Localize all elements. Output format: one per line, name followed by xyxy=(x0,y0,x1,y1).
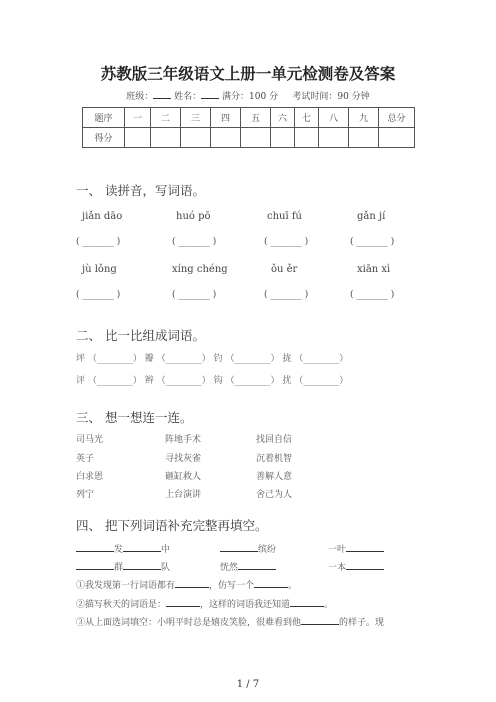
class-blank xyxy=(153,89,171,99)
answer-blank[interactable]: ( _______ ) xyxy=(350,237,395,247)
header-cell: 五 xyxy=(241,108,271,128)
idiom-fill xyxy=(76,542,170,555)
section-3-heading: 三、 想一想连一连。 xyxy=(76,410,193,425)
match-item[interactable]: 阵地手术 xyxy=(165,435,202,445)
header-cell: 六 xyxy=(271,108,295,128)
answer-blank[interactable]: （________） xyxy=(87,354,142,364)
char: 拢 xyxy=(282,354,292,364)
answer-blank[interactable]: ( _______ ) xyxy=(172,237,217,247)
header-cell: 八 xyxy=(319,108,349,128)
char: 扰 xyxy=(282,376,292,386)
score-cell[interactable] xyxy=(181,128,211,148)
score-cell[interactable] xyxy=(271,128,295,148)
header-cell: 总分 xyxy=(379,108,415,128)
word-pair-row xyxy=(76,373,348,386)
header-cell: 题序 xyxy=(83,108,125,128)
fill-blank[interactable] xyxy=(220,542,258,552)
match-item[interactable]: 上台演讲 xyxy=(165,490,202,500)
pinyin-item: xíng chéng xyxy=(172,264,228,275)
answer-blank[interactable]: （________） xyxy=(156,354,211,364)
match-item[interactable]: 舍己为人 xyxy=(256,490,293,500)
header-cell: 二 xyxy=(151,108,181,128)
idiom-fill xyxy=(220,542,276,555)
word-part: 发 xyxy=(114,545,124,555)
char: 钓 xyxy=(213,354,223,364)
name-blank xyxy=(201,89,219,99)
pinyin-item: ǒu ěr xyxy=(271,264,298,275)
word-pair-row xyxy=(76,351,348,364)
char: 瓣 xyxy=(144,354,154,364)
score-cell[interactable] xyxy=(319,128,349,148)
question-text: 。 xyxy=(324,600,334,610)
header-cell: 七 xyxy=(295,108,319,128)
score-cell[interactable] xyxy=(349,128,379,148)
answer-blank[interactable]: ( _______ ) xyxy=(172,290,217,300)
pinyin-item: jù lǒng xyxy=(82,264,117,275)
pinyin-item: gǎn jí xyxy=(357,211,386,222)
answer-blank[interactable]: ( _______ ) xyxy=(76,290,121,300)
answer-blank[interactable]: （________） xyxy=(225,376,280,386)
pinyin-item: jiǎn dāo xyxy=(82,211,123,222)
score-cell[interactable] xyxy=(211,128,241,148)
answer-blank[interactable]: （________） xyxy=(156,376,211,386)
match-item[interactable]: 列宁 xyxy=(76,490,95,500)
answer-blank[interactable]: ( _______ ) xyxy=(350,290,395,300)
question-text: ①我发现第一行词语都有 xyxy=(76,581,176,591)
class-label: 班级： xyxy=(126,92,154,102)
fill-blank[interactable] xyxy=(175,578,209,588)
word-part: 群 xyxy=(114,563,124,573)
fill-blank[interactable] xyxy=(346,560,384,570)
pinyin-item: huó pō xyxy=(176,211,211,222)
section-4-heading: 四、 把下列词语补充完整再填空。 xyxy=(76,518,268,533)
match-item[interactable]: 善解人意 xyxy=(256,472,293,482)
score-cell[interactable] xyxy=(241,128,271,148)
exam-info xyxy=(0,89,496,102)
score-table xyxy=(82,107,415,148)
fill-blank[interactable] xyxy=(254,578,288,588)
answer-blank[interactable]: （________） xyxy=(294,376,349,386)
page-number: 1 / 7 xyxy=(236,679,260,690)
question-text: ②描写秋天的词语是： xyxy=(76,600,167,610)
score-cell[interactable] xyxy=(125,128,151,148)
exam-time: 考试时间：90 分钟 xyxy=(292,92,370,102)
fill-blank[interactable] xyxy=(166,597,200,607)
idiom-fill xyxy=(76,560,170,573)
match-item[interactable]: 沉着机智 xyxy=(256,454,293,464)
answer-blank[interactable]: ( _______ ) xyxy=(264,237,309,247)
question-1 xyxy=(76,578,297,591)
fill-blank[interactable] xyxy=(76,542,114,552)
answer-blank[interactable]: ( _______ ) xyxy=(264,290,309,300)
char: 评 xyxy=(76,376,86,386)
fill-blank[interactable] xyxy=(238,560,276,570)
header-cell: 三 xyxy=(181,108,211,128)
match-item[interactable]: 司马光 xyxy=(76,435,104,445)
score-cell[interactable] xyxy=(295,128,319,148)
answer-blank[interactable]: （________） xyxy=(225,354,280,364)
word-part: 缤纷 xyxy=(258,545,277,555)
full-score: 满分：100 分 xyxy=(222,92,279,102)
question-text: 。 xyxy=(288,581,298,591)
question-text: ，这样的词语我还知道 xyxy=(200,600,291,610)
answer-blank[interactable]: （________） xyxy=(87,376,142,386)
header-cell: 四 xyxy=(211,108,241,128)
word-part: 队 xyxy=(161,563,171,573)
question-2 xyxy=(76,597,333,610)
match-item[interactable]: 砸缸救人 xyxy=(165,472,202,482)
page-title: 苏教版三年级语文上册一单元检测卷及答案 xyxy=(100,64,396,83)
match-item[interactable]: 英子 xyxy=(76,454,95,464)
char: 辫 xyxy=(144,376,154,386)
match-item[interactable]: 寻找灰雀 xyxy=(165,454,202,464)
name-label: 姓名： xyxy=(174,92,202,102)
word-part: 中 xyxy=(161,545,171,555)
section-2-heading: 二、 比一比组成词语。 xyxy=(76,328,205,343)
question-text: ，仿写一个 xyxy=(209,581,255,591)
match-item[interactable]: 白求恩 xyxy=(76,472,104,482)
pinyin-item: chuī fú xyxy=(267,211,302,222)
question-text: 的样子。现 xyxy=(339,618,385,628)
question-text: ③从上面选词填空：小明平时总是嬉皮笑脸，很难看到他 xyxy=(76,618,302,628)
score-cell[interactable] xyxy=(379,128,415,148)
fill-blank[interactable] xyxy=(123,542,161,552)
word-part: 一叶 xyxy=(328,545,347,555)
answer-blank[interactable]: （________） xyxy=(294,354,349,364)
header-cell: 一 xyxy=(125,108,151,128)
word-part: 一本 xyxy=(328,563,347,573)
word-part: 恍然 xyxy=(220,563,239,573)
fill-blank[interactable] xyxy=(301,615,339,625)
question-3 xyxy=(76,615,384,628)
fill-blank[interactable] xyxy=(123,560,161,570)
score-row-label: 得分 xyxy=(83,128,125,148)
fill-blank[interactable] xyxy=(346,542,384,552)
idiom-fill xyxy=(328,560,384,573)
match-item[interactable]: 找回自信 xyxy=(256,435,293,445)
idiom-fill xyxy=(328,542,384,555)
pinyin-item: xiān xì xyxy=(357,264,391,275)
score-row xyxy=(83,128,415,148)
score-cell[interactable] xyxy=(151,128,181,148)
score-header-row xyxy=(83,108,415,128)
idiom-fill xyxy=(220,560,276,573)
fill-blank[interactable] xyxy=(290,597,324,607)
answer-blank[interactable]: ( _______ ) xyxy=(76,237,121,247)
char: 钩 xyxy=(213,376,223,386)
fill-blank[interactable] xyxy=(76,560,114,570)
section-1-heading: 一、 读拼音，写词语。 xyxy=(76,183,205,198)
char: 坪 xyxy=(76,354,86,364)
header-cell: 九 xyxy=(349,108,379,128)
